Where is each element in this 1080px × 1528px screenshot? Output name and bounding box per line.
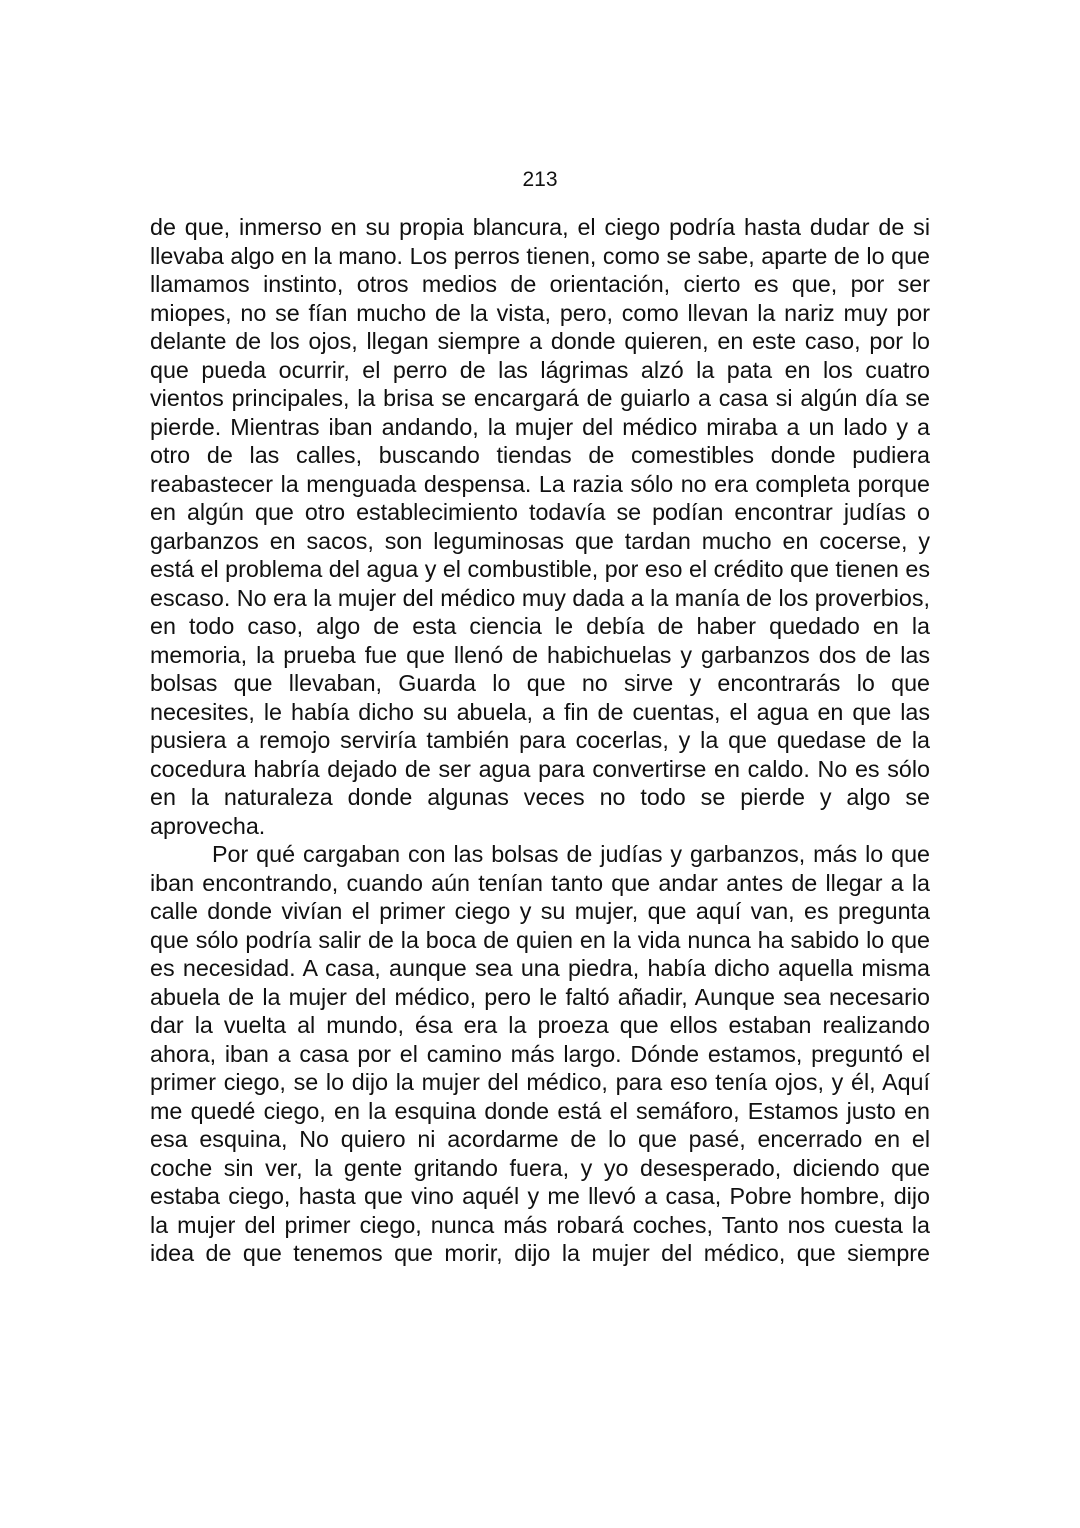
paragraph-1: de que, inmerso en su propia blancura, el ciego podría hasta dudar de si llevaba algo en la mano. Los perros tienen, como se sabe, aparte de lo que llamamos instinto, otros medios de orientación, cierto es que, por ser miopes, no se fían mucho de la vista, pero, como llevan la nariz muy por delante de los ojos, llegan siempre a donde quieren, en este caso, por lo que pueda ocurrir, el perro de las lágrimas alzó la pata en los cuatro vientos principales, la brisa se encargará de guiarlo a casa si algún día se pierde. Mientras iban andando, la mujer del médico miraba a un lado y a otro de las calles, buscando tiendas de comestibles donde pudiera reabastecer la menguada despensa. La razia sólo no era completa porque en algún que otro establecimiento todavía se podían encontrar judías o garbanzos en sacos, son leguminosas que tardan mucho en cocerse, y está el problema del agua y el combustible, por eso el crédito que tienen es escaso. No era la mujer del médico muy dada a la manía de los proverbios, en todo caso, algo de esta ciencia le debía de haber quedado en la memoria, la prueba fue que llenó de habichuelas y garbanzos dos de las bolsas que llevaban, Guarda lo que no sirve y encontrarás lo que necesites, le había dicho su abuela, a fin de cuentas, el agua en que las pusiera a remojo serviría también para cocerlas, y la que quedase de la cocedura habría dejado de ser agua para convertirse en caldo. No es sólo en la naturaleza donde algunas veces no todo se pierde y algo se aprovecha. [150,214,930,839]
paragraph-2: Por qué cargaban con las bolsas de judías y garbanzos, más lo que iban encontrando, cuando aún tenían tanto que andar antes de llegar a la calle donde vivían el primer ciego y su mujer, que aquí van, es pregunta que sólo podría salir de la boca de quien en la vida nunca ha sabido lo que es necesidad. A casa, aunque sea una piedra, había dicho aquella misma abuela de la mujer del médico, pero le faltó añadir, Aunque sea necesario dar la vuelta al mundo, ésa era la proeza que ellos estaban realizando ahora, iban a casa por el camino más largo. Dónde estamos, preguntó el primer ciego, se lo dijo la mujer del médico, para eso tenía ojos, y él, Aquí me quedé ciego, en la esquina donde está el semáforo, Estamos justo en esa esquina, No quiero ni acordarme de lo que pasé, encerrado en el coche sin ver, la gente gritando fuera, y yo desesperado, diciendo que estaba ciego, hasta que vino aquél y me llevó a casa, Pobre hombre, dijo la mujer del primer ciego, nunca más robará coches, Tanto nos cuesta la idea de que tenemos que morir, dijo la mujer del médico, que siempre [150,841,930,1266]
page-body-text [150,213,930,1268]
page-number: 213 [522,168,558,191]
